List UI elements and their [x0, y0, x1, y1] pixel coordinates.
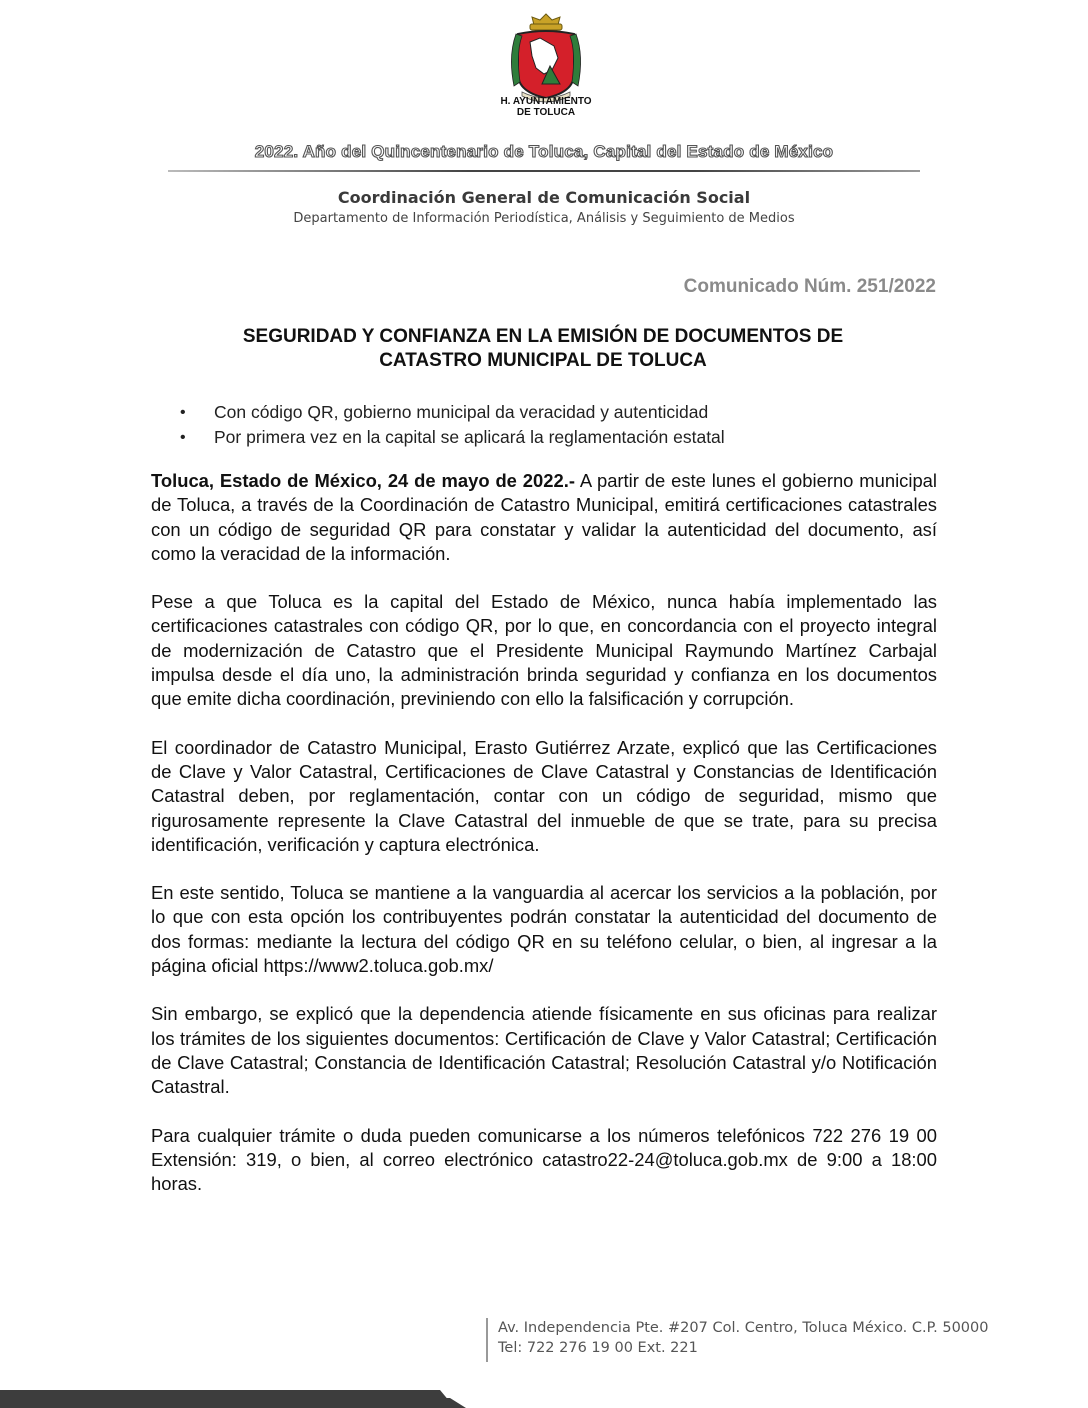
paragraph-1-text: A partir de este lunes el gobierno municipal de Toluca, a través de la Coordinación de Catastro Municipal, emitirá certificaciones catastrales con un código de seguridad QR para constatar y validar la autenticidad del documento, así como la veracidad de la información. [151, 470, 937, 564]
coordination-title: Coordinación General de Comunicación Social [337, 188, 751, 207]
footer-divider [486, 1318, 488, 1362]
paragraph-5: Sin embargo, se explicó que la dependencia atiende físicamente en sus oficinas para realizar los trámites de los siguientes documentos: Certificación de Clave y Valor Catastral; Certificación de Clave Catastral; Constancia de Identificación Catastral; Resolución Catastral y/o Notificación Catastral. [151, 1003, 937, 1098]
paragraph-3: El coordinador de Catastro Municipal, Erasto Gutiérrez Arzate, explicó que las Certificaciones de Clave y Valor Catastral, Certificaciones de Clave Catastral y Constancias de Identificación Catastral deben, por reglamentación, contar con un código de seguridad, mismo que rigurosamente represente la Clave Catastral del inmueble de que se trate, para su precisa identificación, verificación y captura electrónica. [151, 736, 937, 855]
department-subtitle: Departamento de Información Periodística, Análisis y Seguimiento de Medios [293, 211, 795, 226]
paragraph-6: Para cualquier trámite o duda pueden comunicarse a los números telefónicos 722 276 19 00 Extensión: 319, o bien, al correo electrónico catastro22-24@toluca.gob.mx de 9:00 a 18:00 horas. [151, 1124, 937, 1195]
footer-band [0, 1386, 1088, 1408]
headline [150, 325, 936, 373]
paragraph-1 [151, 469, 937, 566]
summary-bullets [180, 400, 725, 450]
year-title: 2022. Año del Quincentenario de Toluca, Capital del Estado de México [254, 142, 834, 161]
bullet-item: • Con código QR, gobierno municipal da veracidad y autenticidad [180, 400, 725, 425]
headline-line2: CATASTRO MUNICIPAL DE TOLUCA [379, 350, 707, 371]
headline-line1: SEGURIDAD Y CONFIANZA EN LA EMISIÓN DE DOCUMENTOS DE [242, 326, 844, 347]
article-body [151, 469, 937, 1220]
dateline: Toluca, Estado de México, 24 de mayo de 2022.- [151, 470, 575, 491]
logo-caption-line2: DE TOLUCA [516, 107, 576, 118]
header-divider [168, 170, 920, 172]
logo-caption [470, 96, 622, 118]
footer-address: Av. Independencia Pte. #207 Col. Centro, Toluca México. C.P. 50000 [498, 1320, 989, 1336]
logo-caption-line1: H. AYUNTAMIENTO [500, 96, 592, 107]
paragraph-4: En este sentido, Toluca se mantiene a la vanguardia al acercar los servicios a la población, por lo que con esta opción los contribuyentes podrán constatar la autenticidad del documento de dos formas: mediante la lectura del código QR en su teléfono celular, o bien, al ingresar a la página oficial https://www2.toluca.gob.mx/ [151, 882, 937, 977]
paragraph-2: Pese a que Toluca es la capital del Estado de México, nunca había implementado las certificaciones catastrales con código QR, por lo que, en concordancia con el proyecto integral de modernización de Catastro que el Presidente Municipal Raymundo Martínez Carbajal impulsa desde el día uno, la administración brinda seguridad y confianza en los documentos que emite dicha coordinación, previniendo con ello la falsificación y corrupción. [151, 591, 937, 710]
footer-phone: Tel: 722 276 19 00 Ext. 221 [498, 1340, 698, 1356]
bullet-item: • Por primera vez en la capital se aplicará la reglamentación estatal [180, 425, 725, 450]
release-number: Comunicado Núm. 251/2022 [683, 276, 936, 297]
